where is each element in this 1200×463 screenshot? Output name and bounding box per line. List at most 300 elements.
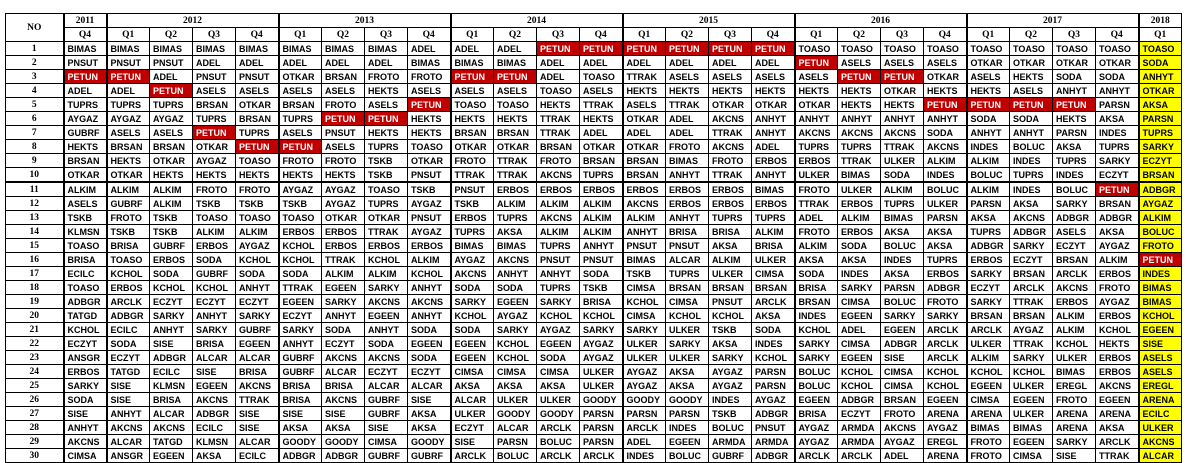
- ticker-cell: ANHYT: [1096, 84, 1139, 98]
- ticker-cell: HEKTS: [709, 84, 752, 98]
- quarter-header: Q2: [322, 28, 365, 42]
- ticker-cell: AKSA: [1053, 140, 1096, 154]
- year-header-2018: 2018: [1139, 14, 1182, 28]
- ticker-cell: SARKY: [1139, 140, 1182, 154]
- ticker-cell: INDES: [881, 253, 924, 267]
- ticker-cell: GUBRF: [64, 126, 107, 140]
- ticker-cell: ULKER: [666, 323, 709, 337]
- ticker-cell: BIMAS: [623, 253, 666, 267]
- ticker-cell: ANHYT: [236, 281, 279, 295]
- ticker-cell: TUPRS: [1010, 168, 1053, 183]
- ticker-cell: ANHYT: [881, 112, 924, 126]
- ticker-cell: ERBOS: [1053, 295, 1096, 309]
- ticker-cell: PNSUT: [623, 239, 666, 253]
- quarter-header: Q4: [924, 28, 967, 42]
- row-number: 7: [6, 126, 64, 140]
- ticker-cell: ASELS: [408, 84, 451, 98]
- ticker-cell: EGEEN: [1096, 393, 1139, 407]
- ticker-cell: TOASO: [408, 140, 451, 154]
- row-number: 19: [6, 295, 64, 309]
- ticker-cell: ARCLK: [752, 295, 795, 309]
- ticker-cell: AKCNS: [322, 351, 365, 365]
- ticker-cell: FROTO: [107, 211, 150, 225]
- ticker-cell: TUPRS: [924, 253, 967, 267]
- ticker-cell: FROTO: [365, 70, 408, 84]
- ticker-cell: AKSA: [881, 225, 924, 239]
- ticker-cell: ANHYT: [752, 126, 795, 140]
- quarter-header: Q3: [709, 28, 752, 42]
- table-row: [6, 323, 1182, 337]
- ticker-cell: SODA: [537, 351, 580, 365]
- ticker-cell: ARCLK: [924, 337, 967, 351]
- ticker-cell: OTKAR: [451, 140, 494, 154]
- ticker-cell: BRSAN: [752, 281, 795, 295]
- ticker-cell: AYGAZ: [107, 112, 150, 126]
- ticker-cell: CIMSA: [365, 435, 408, 449]
- ticker-cell: KCHOL: [967, 365, 1010, 379]
- ticker-cell: ALKIM: [1053, 323, 1096, 337]
- ticker-cell: ADEL: [408, 42, 451, 56]
- ticker-cell: BRISA: [150, 393, 193, 407]
- ticker-cell: ADEL: [150, 70, 193, 84]
- ticker-cell: ADBGR: [881, 337, 924, 351]
- quarter-header: Q1: [451, 28, 494, 42]
- ticker-cell: ECILC: [64, 267, 107, 281]
- ticker-cell: AKSA: [408, 421, 451, 435]
- ticker-cell: BIMAS: [494, 239, 537, 253]
- ticker-cell: ADEL: [666, 56, 709, 70]
- ticker-cell: BIMAS: [322, 42, 365, 56]
- ticker-cell: EGEEN: [150, 449, 193, 463]
- ticker-cell: HEKTS: [408, 112, 451, 126]
- ticker-cell: ADEL: [537, 56, 580, 70]
- ticker-cell: AKSA: [881, 267, 924, 281]
- ticker-cell: ADEL: [279, 56, 322, 70]
- quarter-header: Q2: [666, 28, 709, 42]
- ticker-cell: SISE: [365, 421, 408, 435]
- ticker-cell: ECILC: [236, 449, 279, 463]
- ticker-cell: SISE: [236, 407, 279, 421]
- ticker-cell: INDES: [924, 168, 967, 183]
- ticker-cell: HEKTS: [623, 84, 666, 98]
- ticker-cell: ANHYT: [365, 323, 408, 337]
- ticker-cell: PARSN: [580, 435, 623, 449]
- ticker-cell: TTRAK: [838, 154, 881, 168]
- ticker-cell: ALCAR: [107, 435, 150, 449]
- ticker-cell: ULKER: [967, 337, 1010, 351]
- ticker-cell: GOODY: [494, 407, 537, 421]
- ticker-cell: CIMSA: [752, 267, 795, 281]
- ticker-cell: ERBOS: [967, 253, 1010, 267]
- ticker-cell: BOLUC: [709, 421, 752, 435]
- ticker-cell: KCHOL: [494, 337, 537, 351]
- ticker-cell: CIMSA: [623, 309, 666, 323]
- ticker-cell: SODA: [150, 267, 193, 281]
- ticker-cell: CIMSA: [881, 379, 924, 393]
- ticker-cell: TTRAK: [279, 281, 322, 295]
- ticker-cell: ALKIM: [64, 182, 107, 197]
- ticker-cell: SISE: [150, 337, 193, 351]
- ticker-cell: PARSN: [1053, 126, 1096, 140]
- ticker-cell: HEKTS: [322, 168, 365, 183]
- ticker-cell: FROTO: [236, 182, 279, 197]
- ticker-cell: ADBGR: [924, 281, 967, 295]
- ticker-cell: BIMAS: [881, 211, 924, 225]
- row-number: 4: [6, 84, 64, 98]
- ticker-cell: INDES: [795, 309, 838, 323]
- ticker-cell: PETUN: [236, 140, 279, 154]
- ticker-cell: SISE: [408, 393, 451, 407]
- ticker-cell: ERBOS: [193, 239, 236, 253]
- ticker-cell: TOASO: [494, 98, 537, 112]
- ticker-cell: ADEL: [236, 56, 279, 70]
- ticker-cell: ALKIM: [408, 253, 451, 267]
- ticker-cell: AKSA: [1096, 112, 1139, 126]
- ticker-cell: SISE: [64, 407, 107, 421]
- ticker-cell: ERBOS: [279, 225, 322, 239]
- ticker-cell: EGEEN: [666, 435, 709, 449]
- ticker-cell: TTRAK: [580, 98, 623, 112]
- ticker-cell: GUBRF: [150, 239, 193, 253]
- ticker-cell: ANHYT: [150, 323, 193, 337]
- row-number: 20: [6, 309, 64, 323]
- ticker-cell: SODA: [838, 239, 881, 253]
- ticker-cell: ADBGR: [193, 407, 236, 421]
- row-number: 5: [6, 98, 64, 112]
- ticker-cell: PETUN: [193, 126, 236, 140]
- ticker-cell: PARSN: [752, 365, 795, 379]
- ticker-cell: BRISA: [64, 253, 107, 267]
- ticker-cell: TUPRS: [795, 140, 838, 154]
- ticker-cell: TOASO: [64, 239, 107, 253]
- ticker-cell: BRSAN: [236, 112, 279, 126]
- ticker-cell: OTKAR: [408, 154, 451, 168]
- ticker-cell: SODA: [580, 267, 623, 281]
- table-row: [6, 56, 1182, 70]
- ticker-cell: PETUN: [150, 84, 193, 98]
- year-header-2014: 2014: [451, 14, 623, 28]
- ticker-cell: KCHOL: [451, 309, 494, 323]
- ticker-cell: ULKER: [1053, 351, 1096, 365]
- row-number: 11: [6, 182, 64, 197]
- ticker-cell: BRISA: [580, 295, 623, 309]
- ticker-cell: INDES: [1010, 182, 1053, 197]
- ticker-cell: TUPRS: [107, 98, 150, 112]
- ticker-cell: ARCLK: [924, 351, 967, 365]
- ticker-cell: SARKY: [623, 323, 666, 337]
- ticker-cell: KCHOL: [838, 379, 881, 393]
- ticker-cell: ERBOS: [64, 365, 107, 379]
- ticker-cell: ANHYT: [838, 112, 881, 126]
- ticker-cell: BRSAN: [193, 98, 236, 112]
- ticker-cell: ALKIM: [580, 211, 623, 225]
- ticker-cell: PETUN: [451, 70, 494, 84]
- ticker-cell: HEKTS: [580, 112, 623, 126]
- ticker-cell: SODA: [451, 323, 494, 337]
- ticker-cell: SISE: [107, 379, 150, 393]
- ticker-cell: EGEEN: [795, 393, 838, 407]
- ticker-cell: HEKTS: [1010, 70, 1053, 84]
- ticker-cell: EGEEN: [1139, 323, 1182, 337]
- ticker-cell: PETUN: [1010, 98, 1053, 112]
- ticker-cell: ECZYT: [1096, 168, 1139, 183]
- ticker-cell: INDES: [838, 267, 881, 281]
- ticker-cell: PETUN: [881, 70, 924, 84]
- ticker-cell: BOLUC: [881, 295, 924, 309]
- ticker-cell: AKCNS: [236, 379, 279, 393]
- ticker-cell: TUPRS: [580, 168, 623, 183]
- ticker-cell: BRISA: [236, 365, 279, 379]
- table-row: [6, 211, 1182, 225]
- ticker-cell: FROTO: [322, 154, 365, 168]
- ticker-cell: KCHOL: [279, 253, 322, 267]
- ticker-cell: ULKER: [1010, 379, 1053, 393]
- table-row: [6, 42, 1182, 56]
- ticker-cell: HEKTS: [193, 168, 236, 183]
- ticker-cell: BRSAN: [1010, 309, 1053, 323]
- ticker-cell: ADBGR: [1010, 225, 1053, 239]
- ticker-cell: AKCNS: [709, 140, 752, 154]
- ticker-cell: ARCLK: [580, 449, 623, 463]
- ticker-cell: FROTO: [967, 435, 1010, 449]
- ticker-cell: HEKTS: [666, 84, 709, 98]
- ticker-cell: CIMSA: [623, 281, 666, 295]
- ticker-cell: ARENA: [1053, 421, 1096, 435]
- ticker-cell: PETUN: [494, 70, 537, 84]
- ticker-cell: BOLUC: [1010, 140, 1053, 154]
- quarter-header-row: [6, 28, 1182, 42]
- ticker-cell: FROTO: [924, 295, 967, 309]
- ticker-cell: TTRAK: [1010, 295, 1053, 309]
- ticker-cell: TUPRS: [150, 98, 193, 112]
- ticker-cell: HEKTS: [838, 98, 881, 112]
- ticker-cell: EGEEN: [322, 281, 365, 295]
- ticker-cell: OTKAR: [580, 140, 623, 154]
- ticker-cell: ARCLK: [1053, 267, 1096, 281]
- ticker-cell: BIMAS: [666, 154, 709, 168]
- row-number: 13: [6, 211, 64, 225]
- ticker-cell: AKSA: [494, 225, 537, 239]
- ticker-cell: ALCAR: [494, 421, 537, 435]
- ticker-cell: CIMSA: [881, 365, 924, 379]
- ticker-cell: AKCNS: [709, 112, 752, 126]
- row-number: 17: [6, 267, 64, 281]
- ticker-cell: SARKY: [1010, 239, 1053, 253]
- ticker-cell: ERBOS: [795, 154, 838, 168]
- ticker-cell: TUPRS: [881, 197, 924, 211]
- ticker-cell: AYGAZ: [795, 435, 838, 449]
- ticker-cell: CIMSA: [666, 295, 709, 309]
- ticker-cell: ADEL: [623, 56, 666, 70]
- ticker-cell: TSKB: [365, 154, 408, 168]
- ticker-cell: BRSAN: [107, 140, 150, 154]
- ticker-cell: AYGAZ: [580, 337, 623, 351]
- ticker-cell: TOASO: [1010, 42, 1053, 56]
- ticker-cell: BIMAS: [1010, 421, 1053, 435]
- ticker-cell: TSKB: [580, 281, 623, 295]
- ticker-cell: SARKY: [1053, 197, 1096, 211]
- table-row: [6, 98, 1182, 112]
- ticker-cell: ERBOS: [451, 211, 494, 225]
- ticker-cell: EGEEN: [494, 295, 537, 309]
- table-row: [6, 197, 1182, 211]
- ticker-cell: KCHOL: [1010, 365, 1053, 379]
- ticker-cell: CIMSA: [494, 365, 537, 379]
- ticker-cell: SARKY: [795, 337, 838, 351]
- ticker-cell: PETUN: [64, 70, 107, 84]
- year-header-2013: 2013: [279, 14, 451, 28]
- ticker-cell: TUPRS: [1096, 140, 1139, 154]
- ticker-cell: FROTO: [193, 182, 236, 197]
- ticker-cell: ADBGR: [1053, 211, 1096, 225]
- ticker-cell: TUPRS: [236, 126, 279, 140]
- ticker-cell: ALKIM: [838, 211, 881, 225]
- ticker-cell: ALKIM: [709, 253, 752, 267]
- ticker-cell: SARKY: [365, 281, 408, 295]
- ticker-cell: ALKIM: [150, 197, 193, 211]
- row-number: 14: [6, 225, 64, 239]
- ticker-cell: SISE: [451, 435, 494, 449]
- ticker-cell: ARENA: [1139, 393, 1182, 407]
- ticker-cell: ADBGR: [279, 449, 322, 463]
- ticker-cell: PNSUT: [537, 253, 580, 267]
- ticker-cell: PARSN: [666, 407, 709, 421]
- ticker-cell: SODA: [408, 351, 451, 365]
- ticker-cell: OTKAR: [924, 70, 967, 84]
- table-row: [6, 140, 1182, 154]
- ticker-cell: AKCNS: [1053, 281, 1096, 295]
- ticker-cell: SARKY: [709, 351, 752, 365]
- ticker-cell: HEKTS: [150, 168, 193, 183]
- ticker-cell: HEKTS: [64, 140, 107, 154]
- ticker-cell: FROTO: [322, 98, 365, 112]
- ticker-cell: ASELS: [881, 56, 924, 70]
- ticker-cell: ERBOS: [924, 267, 967, 281]
- ticker-cell: TTRAK: [494, 154, 537, 168]
- ticker-cell: ADBGR: [64, 295, 107, 309]
- quarter-header: Q3: [881, 28, 924, 42]
- table-row: [6, 225, 1182, 239]
- ticker-cell: ULKER: [924, 197, 967, 211]
- table-row: [6, 337, 1182, 351]
- ticker-cell: ASELS: [666, 70, 709, 84]
- quarter-header: Q4: [64, 28, 107, 42]
- ticker-cell: TOASO: [1139, 42, 1182, 56]
- quarter-header: Q2: [494, 28, 537, 42]
- ticker-cell: GUBRF: [365, 449, 408, 463]
- ticker-cell: HEKTS: [494, 112, 537, 126]
- ticker-cell: ALKIM: [494, 197, 537, 211]
- ticker-cell: ERBOS: [838, 225, 881, 239]
- ticker-cell: ALKIM: [623, 211, 666, 225]
- ticker-cell: TOASO: [795, 42, 838, 56]
- ticker-cell: KCHOL: [838, 365, 881, 379]
- ticker-cell: ALCAR: [1139, 449, 1182, 463]
- ticker-cell: KCHOL: [752, 351, 795, 365]
- ticker-cell: ANHYT: [924, 112, 967, 126]
- ticker-cell: ERBOS: [365, 239, 408, 253]
- ticker-cell: ADEL: [64, 84, 107, 98]
- ticker-cell: BRSAN: [881, 393, 924, 407]
- ticker-cell: BRISA: [795, 407, 838, 421]
- ticker-cell: ALKIM: [967, 182, 1010, 197]
- ticker-cell: TTRAK: [709, 168, 752, 183]
- row-number: 18: [6, 281, 64, 295]
- ticker-cell: ASELS: [709, 70, 752, 84]
- ticker-cell: SARKY: [967, 295, 1010, 309]
- row-number: 3: [6, 70, 64, 84]
- ranking-table-container: [5, 13, 1182, 463]
- ticker-cell: SARKY: [1053, 435, 1096, 449]
- row-number: 8: [6, 140, 64, 154]
- ticker-cell: ADEL: [365, 56, 408, 70]
- ticker-cell: INDES: [1139, 267, 1182, 281]
- ticker-cell: ULKER: [666, 351, 709, 365]
- ticker-cell: TTRAK: [623, 70, 666, 84]
- ticker-cell: ANHYT: [580, 239, 623, 253]
- ticker-cell: ADEL: [494, 42, 537, 56]
- ticker-cell: ANHYT: [408, 309, 451, 323]
- ticker-cell: ADEL: [881, 449, 924, 463]
- ticker-cell: ALKIM: [580, 197, 623, 211]
- ticker-cell: ADBGR: [752, 407, 795, 421]
- ticker-cell: PETUN: [537, 42, 580, 56]
- ticker-cell: SISE: [279, 407, 322, 421]
- ticker-cell: PNSUT: [709, 295, 752, 309]
- row-number: 28: [6, 421, 64, 435]
- ticker-cell: SARKY: [580, 323, 623, 337]
- ticker-cell: PETUN: [752, 42, 795, 56]
- ticker-cell: ULKER: [881, 154, 924, 168]
- ticker-cell: HEKTS: [838, 84, 881, 98]
- ticker-cell: AKCNS: [838, 126, 881, 140]
- ticker-cell: ASELS: [494, 84, 537, 98]
- ticker-cell: ANHYT: [752, 112, 795, 126]
- ticker-cell: TUPRS: [752, 211, 795, 225]
- ticker-cell: EGEEN: [1010, 393, 1053, 407]
- ticker-cell: BIMAS: [1139, 295, 1182, 309]
- ticker-cell: ALCAR: [150, 407, 193, 421]
- ticker-cell: ULKER: [537, 393, 580, 407]
- ticker-cell: TUPRS: [64, 98, 107, 112]
- ticker-cell: KCHOL: [709, 309, 752, 323]
- ticker-cell: HEKTS: [537, 98, 580, 112]
- quarter-header: Q1: [1139, 28, 1182, 42]
- ticker-cell: CIMSA: [451, 365, 494, 379]
- row-number: 24: [6, 365, 64, 379]
- ticker-cell: ALCAR: [408, 379, 451, 393]
- ticker-cell: AYGAZ: [322, 182, 365, 197]
- ticker-cell: FROTO: [451, 154, 494, 168]
- ticker-cell: ERBOS: [537, 182, 580, 197]
- ticker-cell: AKCNS: [322, 393, 365, 407]
- ticker-cell: BRSAN: [709, 281, 752, 295]
- ticker-cell: OTKAR: [967, 56, 1010, 70]
- table-row: [6, 168, 1182, 183]
- ticker-cell: TUPRS: [967, 225, 1010, 239]
- ticker-cell: TOASO: [107, 253, 150, 267]
- ticker-cell: TTRAK: [322, 253, 365, 267]
- ticker-cell: KCHOL: [1096, 323, 1139, 337]
- ticker-cell: ECZYT: [967, 281, 1010, 295]
- ticker-cell: EGEEN: [365, 309, 408, 323]
- table-row: [6, 379, 1182, 393]
- ticker-cell: SODA: [881, 168, 924, 183]
- ticker-cell: ECZYT: [236, 295, 279, 309]
- ticker-cell: AKSA: [279, 421, 322, 435]
- ticker-cell: ASELS: [1139, 365, 1182, 379]
- ticker-cell: BRISA: [666, 225, 709, 239]
